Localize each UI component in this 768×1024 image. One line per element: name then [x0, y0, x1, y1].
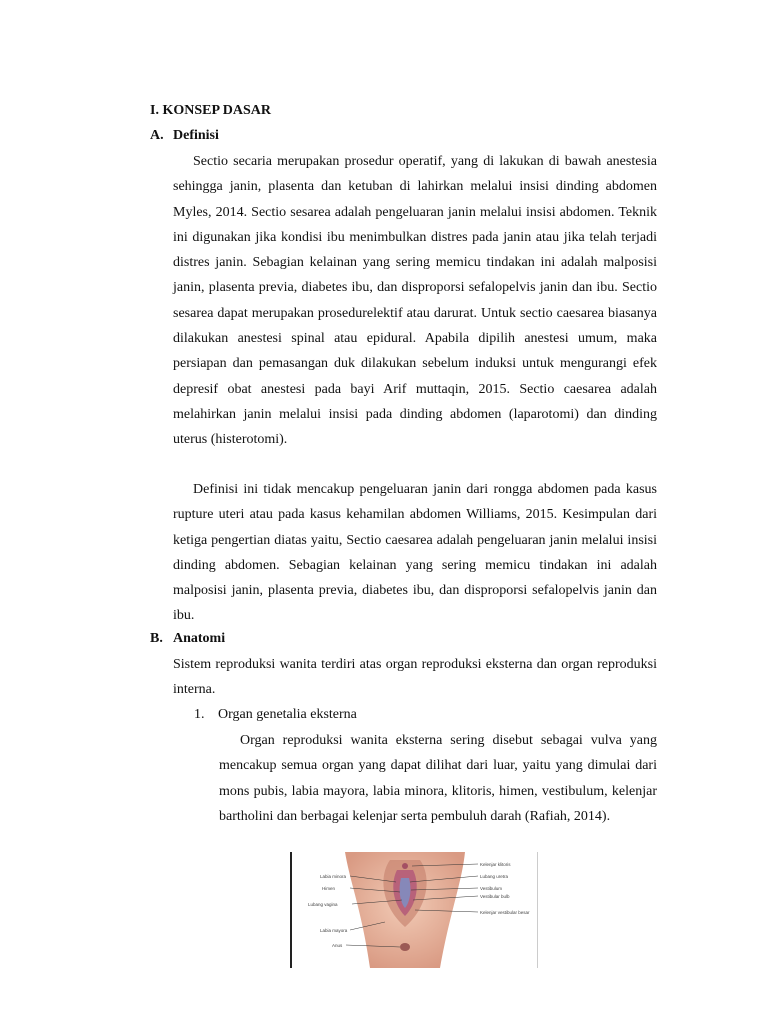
external-organs-paragraph: Organ reproduksi wanita eksterna sering disebut sebagai vulva yang mencakup semua organ yang dapat dilihat dari luar, yaitu yang dimulai dari mons pubis, labia mayora, labia minora, klitoris, himen, vestibulum, kelenjar bartholini dan berbagai kelenjar serta pembuluh darah (Rafiah, 2014).	[219, 733, 657, 824]
section-a-label: A.	[150, 128, 164, 143]
figure-label-kelenjar-klitoris: Kelenjar klitoris	[480, 862, 511, 867]
definition-paragraph-2: Definisi ini tidak mencakup pengeluaran janin dari rongga abdomen pada kasus rupture uteri atau pada kasus kehamilan abdomen Williams, 2015. Kesimpulan dari ketiga pengertian diatas yaitu, Sectio caesarea adalah pengeluaran janin melalui insisi dinding abdomen. Sebagian kelainan yang sering memicu tindakan ini adalah malposisi janin, plasenta previa, diabetes ibu, dan disproporsi sefalopelvis janin dan ibu.	[173, 482, 657, 624]
section-b-label: B.	[150, 631, 163, 646]
figure-label-labia-minora: Labia minora	[320, 874, 347, 879]
figure-label-anus: Anus	[332, 943, 343, 948]
list-item-1-title: Organ genetalia eksterna	[218, 707, 357, 722]
section-a-heading	[150, 128, 219, 144]
anatomy-paragraph: Sistem reproduksi wanita terdiri atas organ reproduksi eksterna dan organ reproduksi interna.	[173, 657, 657, 698]
list-item-1-number: 1.	[194, 707, 205, 722]
definition-paragraph-1: Sectio secaria merupakan prosedur operatif, yang di lakukan di bawah anestesia sehingga janin, plasenta dan ketuban di lahirkan melalui insisi dinding abdomen Myles, 2014. Sectio sesarea adalah pengeluaran janin melalui insisi abdomen. Teknik ini digunakan jika kondisi ibu menimbulkan distres pada janin atau jika telah terjadi distres janin. Sebagian kelainan yang sering memicu tindakan ini adalah malposisi janin, plasenta previa, diabetes ibu, dan disproporsi sefalopelvis janin dan ibu. Sectio sesarea dapat merupakan prosedurelektif atau darurat. Untuk sectio caesarea biasanya dilakukan anestesi spinal atau epidural. Apabila dipilih anestesi umum, maka persiapan dan pemasangan duk dilakukan sebelum induksi untuk mengurangi efek depresif obat anestesi pada bayi Arif muttaqin, 2015. Sectio caesarea adalah melahirkan janin melalui insisi pada dinding abdomen (laparotomi) dan dinding uterus (histerotomi).	[173, 154, 657, 448]
list-item-1	[194, 707, 357, 723]
section-a-title: Definisi	[173, 128, 219, 143]
section-b-heading	[150, 631, 225, 647]
figure-label-labia-mayora: Labia mayora	[320, 928, 348, 933]
figure-label-himen: Himen	[322, 886, 336, 891]
figure-label-kelenjar-vestibular-besar: Kelenjar vestibular besar	[480, 910, 530, 915]
section-b-title: Anatomi	[173, 631, 226, 646]
vulva-anatomy-figure	[290, 852, 538, 968]
figure-label-vestibulum: Vestibulum	[480, 886, 503, 891]
main-heading: I. KONSEP DASAR	[150, 103, 271, 118]
figure-label-lubang-uretra: Lubang uretra	[480, 874, 509, 879]
figure-label-vestibular-bulb: Vestibular bulb	[480, 894, 510, 899]
figure-label-lubang-vagina: Lubang vagina	[308, 902, 338, 907]
